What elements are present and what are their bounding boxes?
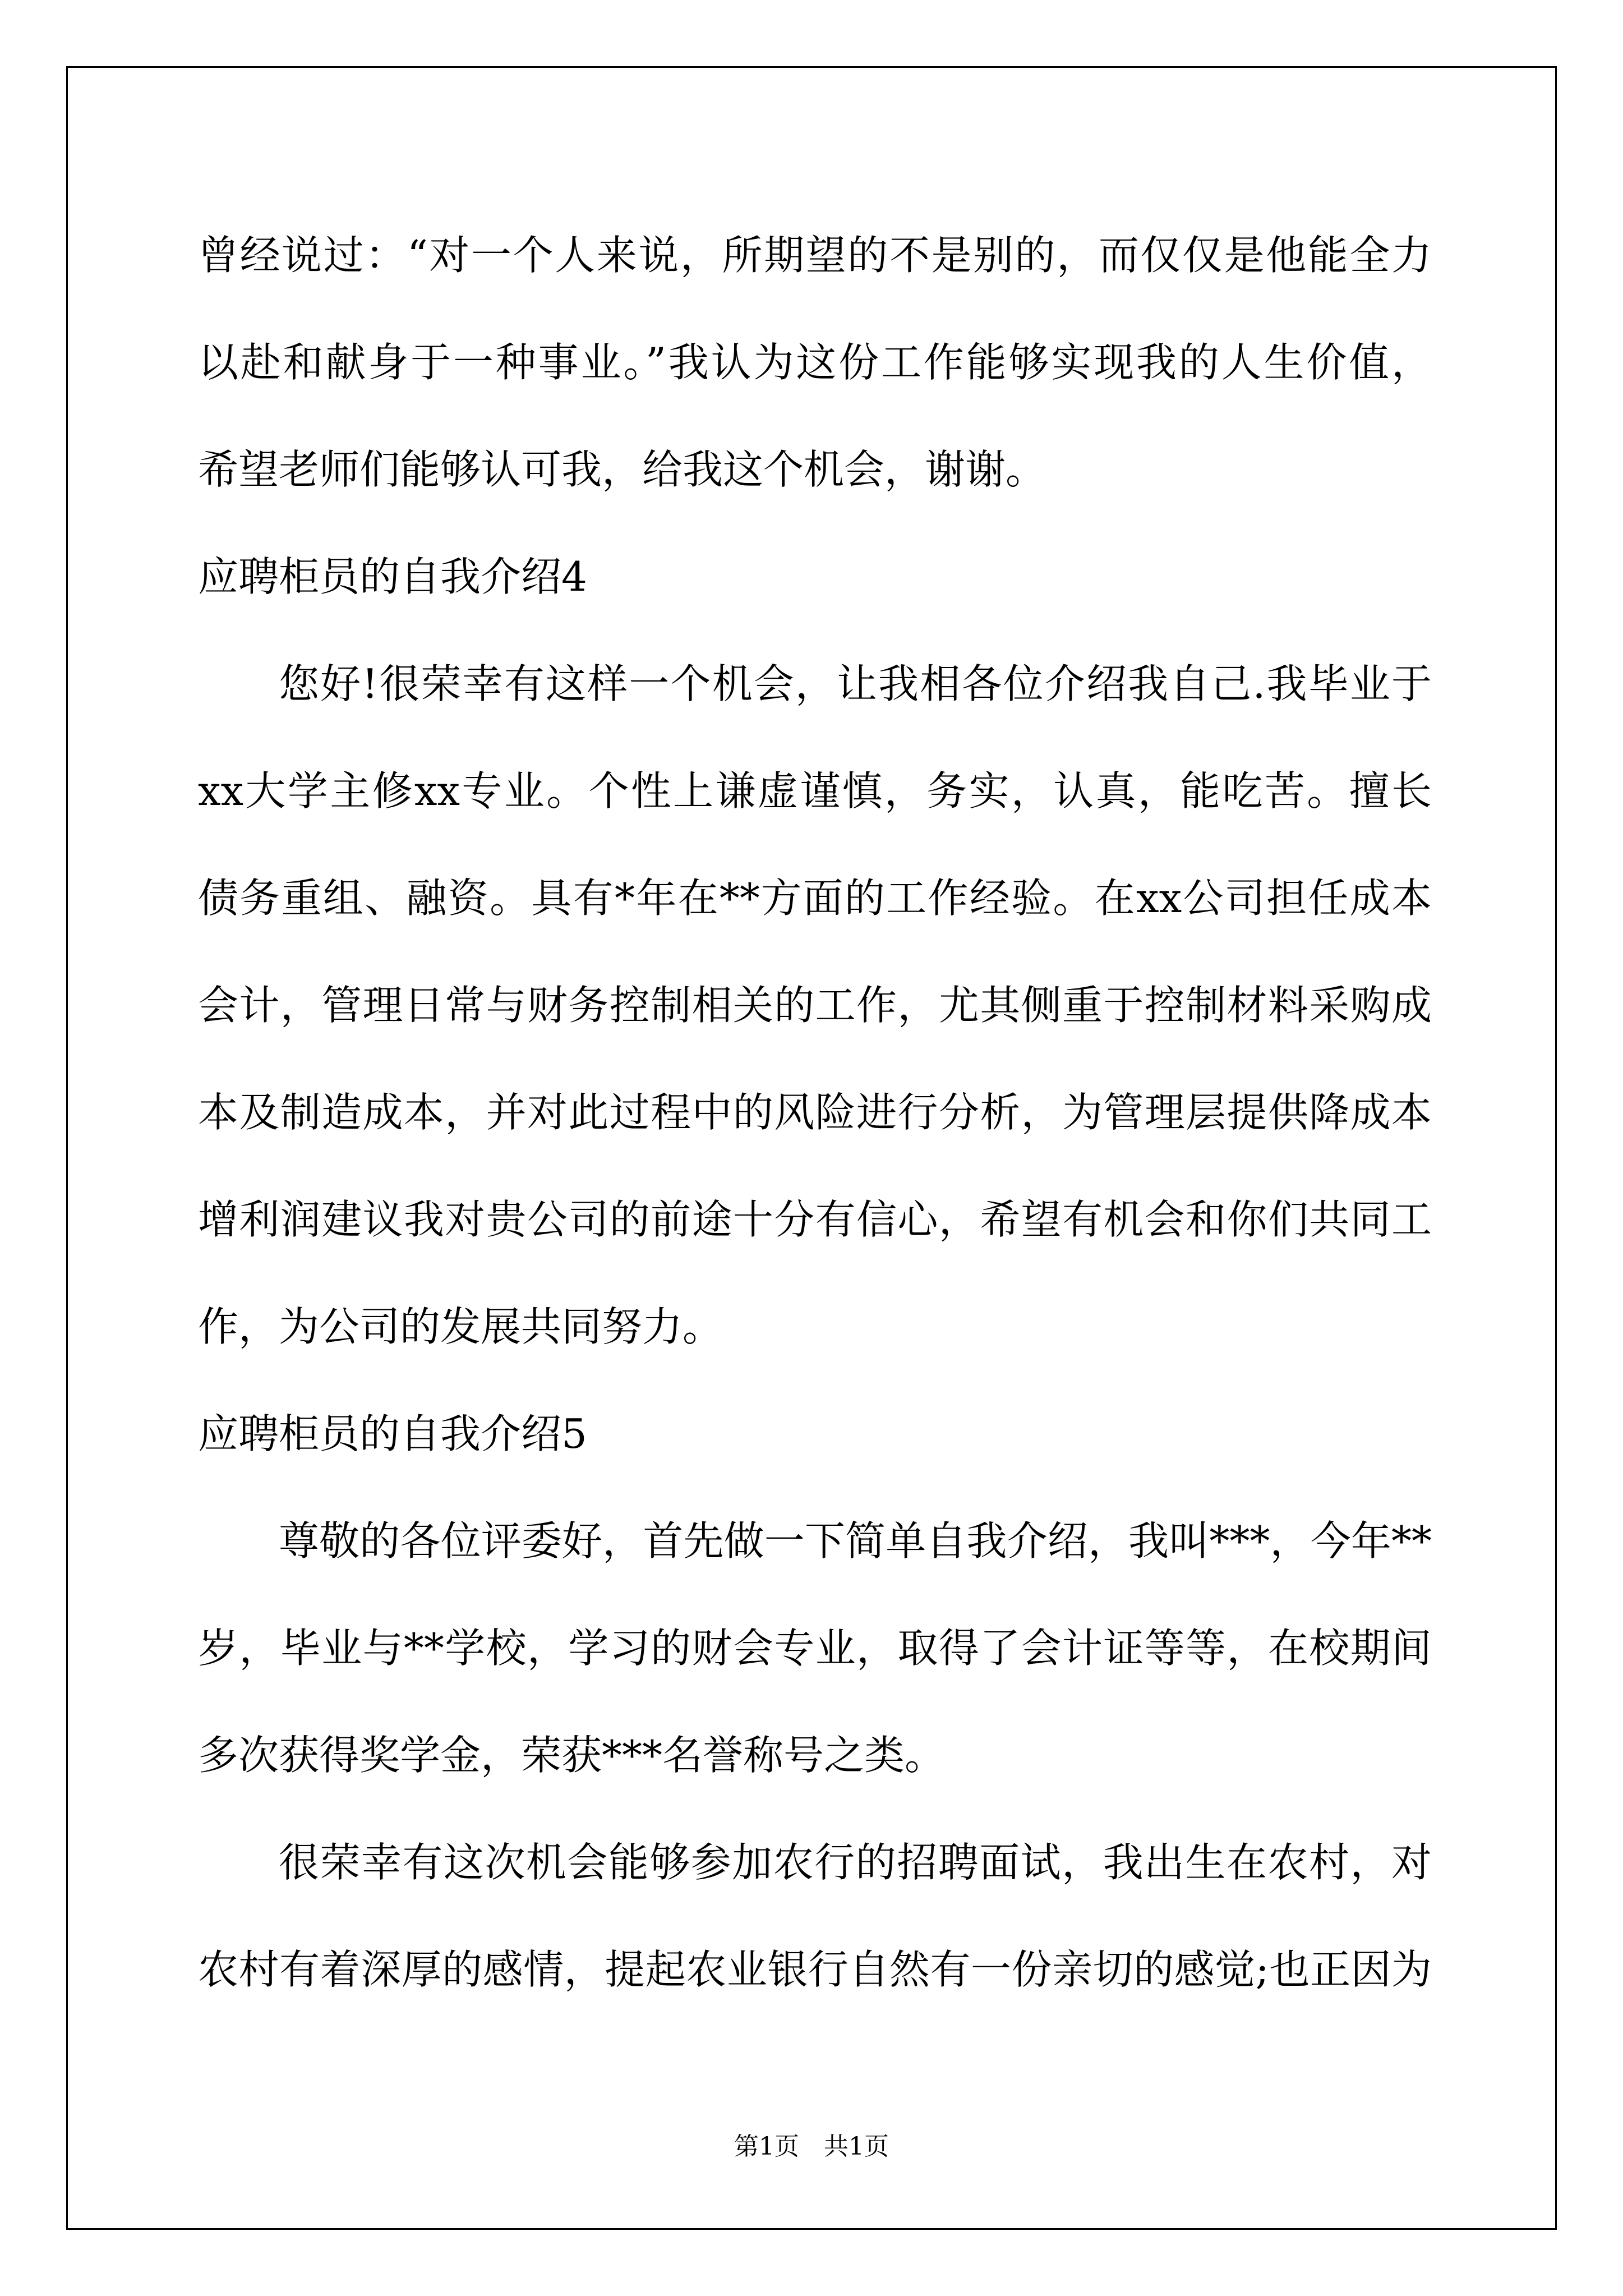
- text-line: 本及制造成本，并对此过程中的风险进行分析，为管理层提供降成本: [198, 1089, 1432, 1136]
- text-line: 岁，毕业与**学校，学习的财会专业，取得了会计证等等，在校期间: [198, 1625, 1432, 1672]
- document-body: [198, 202, 1432, 2023]
- text-line: 您好!很荣幸有这样一个机会，让我相各位介绍我自己.我毕业于: [279, 660, 1432, 707]
- page-footer: 第1页 共1页: [734, 2132, 889, 2161]
- text-line: 很荣幸有这次机会能够参加农行的招聘面试，我出生在农村，对: [279, 1839, 1432, 1886]
- text-line: xx大学主修xx专业。个性上谦虚谨慎，务实，认真，能吃苦。擅长: [198, 767, 1432, 815]
- text-line: 农村有着深厚的感情，提起农业银行自然有一份亲切的感觉;也正因为: [198, 1946, 1432, 1993]
- text-line: 多次获得奖学金，荣获***名誉称号之类。: [198, 1732, 946, 1779]
- text-line: 会计，管理日常与财务控制相关的工作，尤其侧重于控制材料采购成: [198, 982, 1432, 1029]
- text-line: 应聘柜员的自我介绍5: [198, 1410, 587, 1457]
- text-line: 曾经说过：“对一个人来说，所期望的不是别的，而仅仅是他能全力: [198, 232, 1432, 279]
- text-line: 应聘柜员的自我介绍4: [198, 553, 587, 600]
- text-line: 以赴和献身于一种事业。”我认为这份工作能够实现我的人生价值，: [198, 339, 1432, 386]
- text-line: 尊敬的各位评委好，首先做一下简单自我介绍，我叫***，今年**: [279, 1517, 1432, 1565]
- text-line: 希望老师们能够认可我，给我这个机会，谢谢。: [198, 446, 1046, 493]
- text-line: 作，为公司的发展共同努力。: [198, 1303, 723, 1350]
- text-line: 增利润建议我对贵公司的前途十分有信心，希望有机会和你们共同工: [198, 1196, 1432, 1243]
- text-line: 债务重组、融资。具有*年在**方面的工作经验。在xx公司担任成本: [198, 875, 1432, 922]
